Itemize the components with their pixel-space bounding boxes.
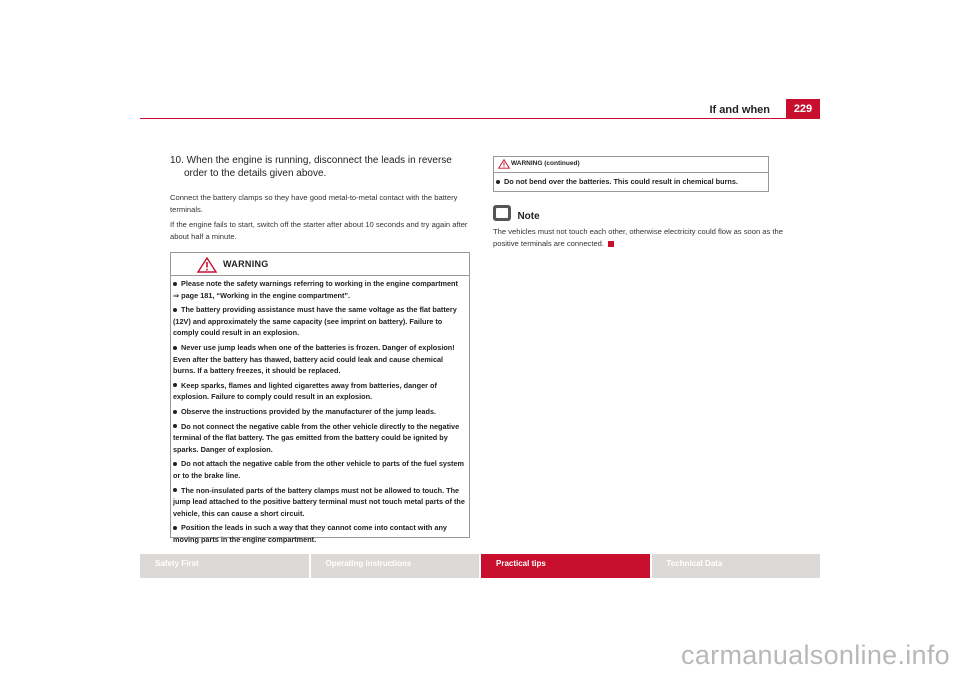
tab-practical-tips[interactable]: Practical tips xyxy=(481,554,650,578)
warning-item: Keep sparks, flames and lighted cigarettes away from batteries, danger of explosion. Failure to comply could result in an explosion. xyxy=(173,380,437,402)
warning-item: Do not bend over the batteries. This could result in chemical burns. xyxy=(496,176,766,188)
step-10: 10. When the engine is running, disconnect the leads in reverse order to the details given above. xyxy=(170,155,452,179)
warning-triangle-icon xyxy=(498,159,510,169)
tab-safety-first[interactable]: Safety First xyxy=(140,554,309,578)
bullet-icon xyxy=(173,346,177,350)
bullet-icon xyxy=(173,410,177,414)
warning-continued-box xyxy=(493,156,769,192)
left-column xyxy=(170,154,470,246)
warning-header xyxy=(171,253,469,276)
page-number-badge: 229 xyxy=(786,99,820,119)
warning-item: The battery providing assistance must have the same voltage as the flat battery (12V) and approximately the same capacity (see imprint on battery). Failure to comply could result in an explosion. xyxy=(173,305,457,338)
warning-box xyxy=(170,252,470,544)
paragraph-clamps: Connect the battery clamps so they have good metal-to-metal contact with the battery terminals. xyxy=(170,193,458,214)
warning-continued-header xyxy=(494,157,768,173)
warning-title: WARNING xyxy=(223,259,269,269)
bullet-icon xyxy=(496,180,500,184)
bullet-icon xyxy=(173,383,177,387)
bullet-icon xyxy=(173,282,177,286)
warning-item: Never use jump leads when one of the batteries is frozen. Danger of explosion! Even after the battery has thawed, battery acid could leak and cause chemical burns. If a battery freezes, it should be replaced. xyxy=(173,342,455,376)
warning-item: The non-insulated parts of the battery clamps must not be allowed to touch. The jump lead attached to the positive battery terminal must not touch metal parts of the vehicle, this can cause a short circuit. xyxy=(173,485,465,518)
warning-item: Do not attach the negative cable from the other vehicle to parts of the fuel system or to the brake line. xyxy=(173,459,465,480)
warning-item: Do not connect the negative cable from the other vehicle directly to the negative terminal of the flat battery. The gas emitted from the battery could be ignited by sparks. Danger of explosion. xyxy=(173,421,460,454)
page-section-title: If and when xyxy=(709,104,770,116)
bullet-icon xyxy=(173,488,177,492)
note-title: Note xyxy=(517,211,540,222)
tab-operating-instructions[interactable]: Operating instructions xyxy=(311,554,480,578)
watermark: carmanualsonline.info xyxy=(681,640,950,670)
warning-list xyxy=(171,276,469,545)
paragraph-retry: If the engine fails to start, switch off the starter after about 10 seconds and try again after about half a minute. xyxy=(170,220,468,241)
note-section xyxy=(493,204,783,249)
warning-item: Please note the safety warnings referring to working in the engine compartment ⇒ page 181, “Working in the engine compartment”. xyxy=(173,279,458,300)
tab-technical-data[interactable]: Technical Data xyxy=(652,554,821,578)
footer-nav xyxy=(140,554,820,578)
warning-item: Position the leads in such a way that they cannot come into contact with any moving parts in the engine compartment. xyxy=(173,523,447,544)
section-end-icon xyxy=(608,241,614,247)
header-divider xyxy=(140,118,820,119)
note-text: The vehicles must not touch each other, otherwise electricity could flow as soon as the positive terminals are connected. xyxy=(493,227,783,248)
warning-item: Observe the instructions provided by the manufacturer of the jump leads. xyxy=(173,406,466,418)
note-icon xyxy=(493,205,511,221)
bullet-icon xyxy=(173,526,177,530)
warning-continued-title: WARNING (continued) xyxy=(511,160,580,167)
warning-triangle-icon xyxy=(197,257,217,273)
bullet-icon xyxy=(173,424,177,428)
bullet-icon xyxy=(173,308,177,312)
bullet-icon xyxy=(173,462,177,466)
